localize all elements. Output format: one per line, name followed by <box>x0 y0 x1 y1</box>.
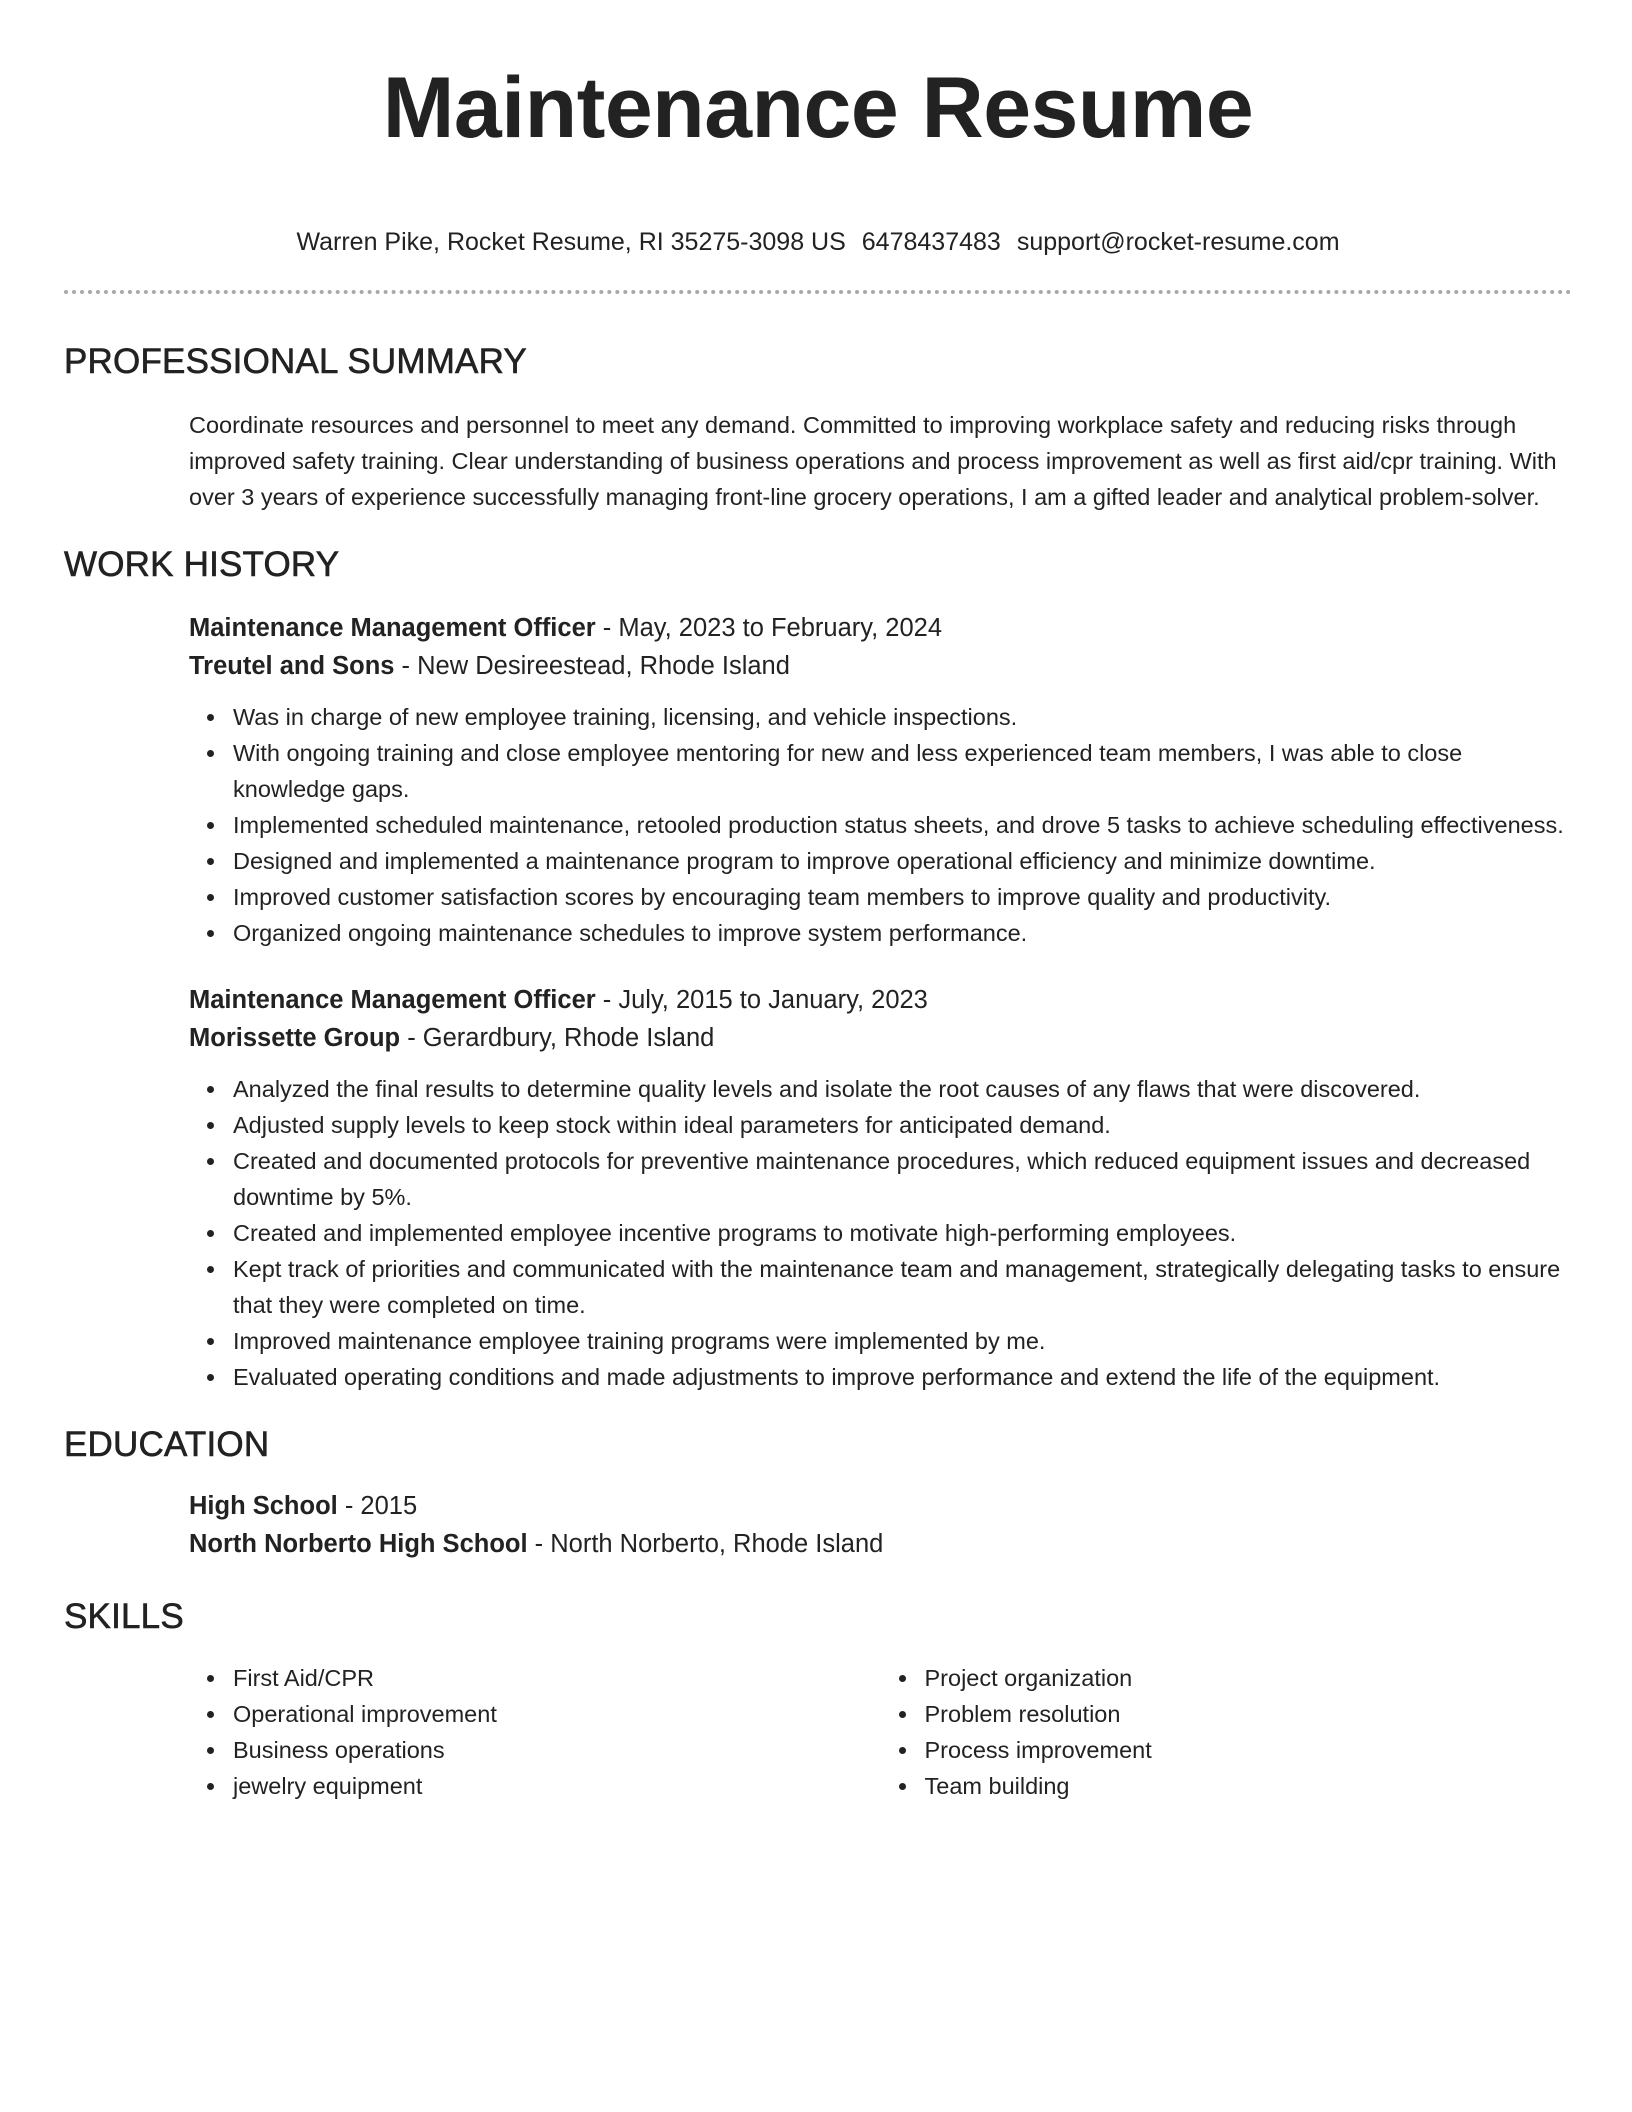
resume-title: Maintenance Resume <box>382 60 1254 156</box>
summary-text: Coordinate resources and personnel to meet any demand. Committed to improving workplace safety and reducing risks through improved safety training. Clear understanding of business operations and process improvement as well as first aid/cpr training. With over 3 years of experience successfully managing front-line grocery operations, I am a gifted leader and analytical problem-solver. <box>189 412 1557 510</box>
job-title: Maintenance Management Officer <box>189 614 596 642</box>
contact-line <box>64 226 1572 258</box>
skills-column-right <box>881 1660 1573 1804</box>
job-bullets <box>189 1071 1572 1395</box>
job-entry <box>189 981 1572 1395</box>
job-company: Morissette Group <box>189 1024 401 1052</box>
skill-item: Operational improvement <box>233 1696 881 1732</box>
skill-item: Team building <box>925 1768 1573 1804</box>
job-location: - Gerardbury, Rhode Island <box>400 1024 715 1052</box>
skills-heading: SKILLS <box>64 1597 184 1636</box>
job-bullet: Created and documented protocols for preventive maintenance procedures, which reduced equipment issues and decreased downtime by 5%. <box>233 1143 1572 1215</box>
contact-phone: 6478437483 <box>861 228 1001 256</box>
job-bullet: Organized ongoing maintenance schedules to improve system performance. <box>233 915 1572 951</box>
skills-list <box>189 1660 1572 1804</box>
header-divider <box>64 290 1572 294</box>
job-bullet: Designed and implemented a maintenance program to improve operational efficiency and minimize downtime. <box>233 843 1572 879</box>
education-school-line <box>189 1525 1572 1563</box>
job-bullet: Improved customer satisfaction scores by encouraging team members to improve quality and productivity. <box>233 879 1572 915</box>
job-company: Treutel and Sons <box>189 652 395 680</box>
job-bullets <box>189 699 1572 951</box>
skill-item: Problem resolution <box>925 1696 1573 1732</box>
skills-column-left <box>189 1660 881 1804</box>
job-title: Maintenance Management Officer <box>189 986 596 1014</box>
summary-section <box>189 407 1572 515</box>
skill-item: Process improvement <box>925 1732 1573 1768</box>
job-bullet: Analyzed the final results to determine quality levels and isolate the root causes of any flaws that were discovered. <box>233 1071 1572 1107</box>
skill-item: Business operations <box>233 1732 881 1768</box>
job-entry <box>189 609 1572 951</box>
job-dates: - July, 2015 to January, 2023 <box>595 986 928 1014</box>
job-title-line <box>189 609 1572 647</box>
job-bullet: Kept track of priorities and communicated with the maintenance team and management, strategically delegating tasks to ensure that they were completed on time. <box>233 1251 1572 1323</box>
education-degree-line <box>189 1487 1572 1525</box>
skill-item: Project organization <box>925 1660 1573 1696</box>
job-location: - New Desireestead, Rhode Island <box>394 652 790 680</box>
education-degree: High School <box>189 1492 338 1520</box>
job-bullet: Adjusted supply levels to keep stock within ideal parameters for anticipated demand. <box>233 1107 1572 1143</box>
education-entry <box>189 1487 1572 1563</box>
education-year: - 2015 <box>337 1492 418 1520</box>
contact-email: support@rocket-resume.com <box>1016 228 1340 256</box>
job-dates: - May, 2023 to February, 2024 <box>595 614 943 642</box>
job-bullet: Implemented scheduled maintenance, retooled production status sheets, and drove 5 tasks to achieve scheduling effectiveness. <box>233 807 1572 843</box>
education-heading: EDUCATION <box>64 1425 270 1464</box>
job-bullet: Created and implemented employee incentive programs to motivate high-performing employees. <box>233 1215 1572 1251</box>
job-bullet: Evaluated operating conditions and made adjustments to improve performance and extend the life of the equipment. <box>233 1359 1572 1395</box>
education-location: - North Norberto, Rhode Island <box>527 1530 884 1558</box>
skill-item: First Aid/CPR <box>233 1660 881 1696</box>
job-company-line <box>189 647 1572 685</box>
work-history-heading: WORK HISTORY <box>64 545 340 584</box>
job-bullet: With ongoing training and close employee mentoring for new and less experienced team members, I was able to close knowledge gaps. <box>233 735 1572 807</box>
education-school: North Norberto High School <box>189 1530 528 1558</box>
job-bullet: Improved maintenance employee training programs were implemented by me. <box>233 1323 1572 1359</box>
job-title-line <box>189 981 1572 1019</box>
skill-item: jewelry equipment <box>233 1768 881 1804</box>
resume-page <box>64 0 1572 1804</box>
contact-address: Warren Pike, Rocket Resume, RI 35275-3098 US <box>296 228 846 256</box>
summary-heading: PROFESSIONAL SUMMARY <box>64 342 527 381</box>
job-bullet: Was in charge of new employee training, licensing, and vehicle inspections. <box>233 699 1572 735</box>
job-company-line <box>189 1019 1572 1057</box>
